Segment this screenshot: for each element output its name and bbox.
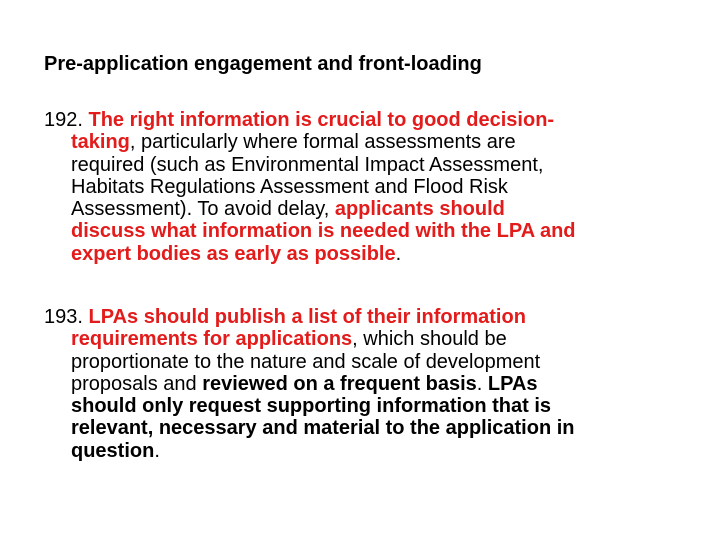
section-heading: Pre-application engagement and front-loading (44, 53, 482, 75)
paragraph-192 (44, 109, 694, 265)
para-192-line-3: required (such as Environmental Impact Assessment, (71, 153, 544, 176)
para-193-line-4 (44, 373, 694, 395)
para-193-line-7 (44, 440, 694, 462)
para-193-bold-7: question (71, 439, 155, 462)
para-193-line-1 (44, 306, 694, 328)
para-192-line-6: discuss what information is needed with the LPA and (71, 220, 576, 243)
para-193-emphasis-2: requirements for applications (71, 328, 353, 351)
para-192-number: 192. (44, 109, 83, 131)
para-192-line-5 (44, 198, 694, 220)
para-192-emphasis-5: applicants should (334, 198, 505, 221)
para-192-text-2: , particularly where formal assessments are (129, 131, 516, 154)
para-193-line-6: relevant, necessary and material to the application in (71, 417, 575, 440)
para-193-bold-4b: LPAs (487, 372, 538, 395)
para-193-text-2: , which should be (352, 328, 507, 351)
para-193-number: 193. (44, 306, 83, 328)
para-193-dot-4: . (476, 372, 483, 395)
para-193-emphasis-1: LPAs should publish a list of their information (88, 306, 526, 328)
para-193-end: . (154, 439, 160, 462)
para-192-text-5: Assessment). To avoid delay, (71, 198, 330, 221)
para-192-line-1 (44, 109, 694, 131)
para-192-emphasis-7: expert bodies as early as possible (71, 242, 396, 265)
para-193-line-2 (44, 328, 694, 350)
para-193-line-5: should only request supporting information that is (71, 395, 551, 418)
para-193-text-4: proposals and (71, 372, 197, 395)
para-192-end: . (395, 242, 402, 265)
paragraph-193 (44, 306, 694, 462)
para-192-line-7 (44, 243, 694, 265)
para-192-line-4: Habitats Regulations Assessment and Flood Risk (71, 175, 508, 198)
para-192-emphasis-2: taking (71, 131, 130, 154)
para-192-line-2 (44, 131, 694, 153)
para-193-line-3: proportionate to the nature and scale of development (71, 350, 541, 373)
para-193-bold-4: reviewed on a frequent basis (202, 372, 477, 395)
para-192-emphasis-1: The right information is crucial to good decision- (88, 109, 555, 131)
